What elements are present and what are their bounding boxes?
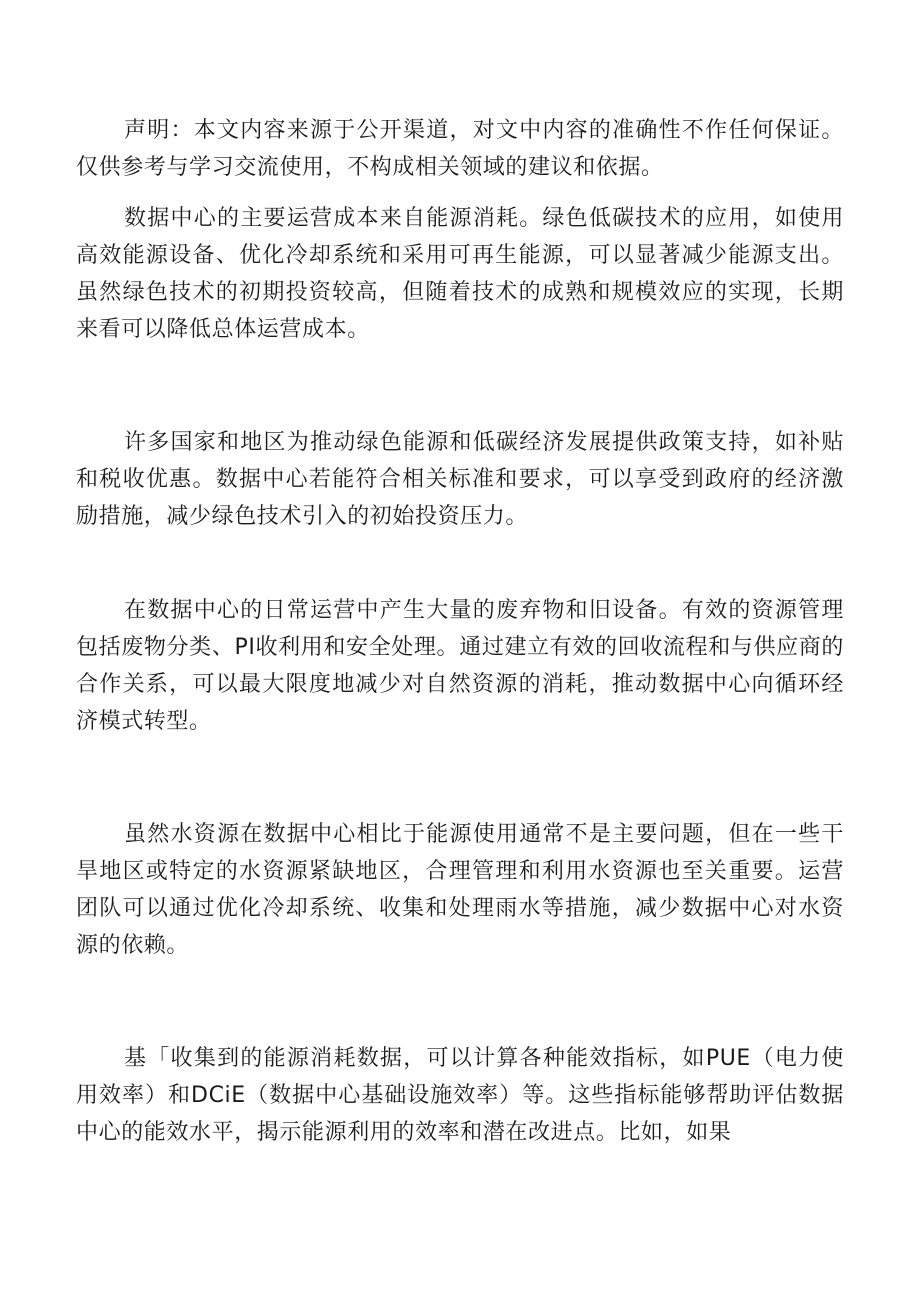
- paragraph-efficiency-metrics: 基「收集到的能源消耗数据，可以计算各种能效指标，如PUE（电力使用效率）和DCiE（数据中心基础设施效率）等。这些指标能够帮助评估数据中心的能效水平，揭示能源利用的效率和潜在改进点。比如，如果: [76, 1046, 844, 1145]
- paragraph-resource-management: 在数据中心的日常运营中产生大量的废弃物和旧设备。有效的资源管理包括废物分类、PI收利用和安全处理。通过建立有效的回收流程和与供应商的合作关系，可以最大限度地减少对自然资源的消耗，推动数据中心向循环经济模式转型。: [76, 598, 844, 734]
- paragraph-energy-costs: 数据中心的主要运营成本来自能源消耗。绿色低碳技术的应用，如使用高效能源设备、优化冷却系统和采用可再生能源，可以显著减少能源支出。虽然绿色技术的初期投资较高，但随着技术的成熟和规模效应的实现，长期来看可以降低总体运营成本。: [76, 206, 844, 342]
- paragraph-policy-support: 许多国家和地区为推动绿色能源和低碳经济发展提供政策支持，如补贴和税收优惠。数据中心若能符合相关标准和要求，可以享受到政府的经济激励措施，减少绿色技术引入的初始投资压力。: [76, 430, 844, 529]
- disclaimer-paragraph: 声明：本文内容来源于公开渠道，对文中内容的准确性不作任何保证。仅供参考与学习交流使用，不构成相关领域的建议和依据。: [76, 118, 844, 180]
- paragraph-water-resources: 虽然水资源在数据中心相比于能源使用通常不是主要问题，但在一些干旱地区或特定的水资源紧缺地区，合理管理和利用水资源也至关重要。运营团队可以通过优化冷却系统、收集和处理雨水等措施，减少数据中心对水资源的依赖。: [76, 822, 844, 958]
